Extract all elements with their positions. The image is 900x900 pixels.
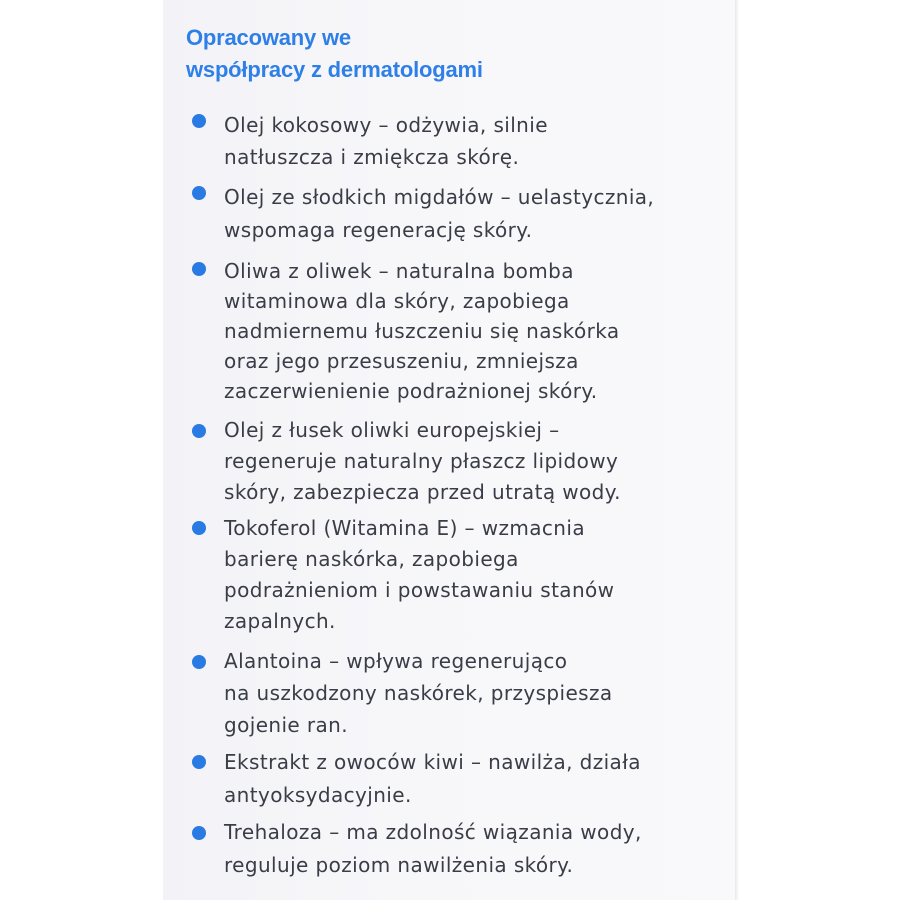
text-line: Olej kokosowy – odżywia, silnie [224,113,548,137]
ingredient-text [224,181,734,247]
bullet-dot-icon [192,186,206,200]
text-line: barierę naskórka, zapobiega [224,547,519,571]
bullet-dot-icon [192,655,206,669]
text-line: Olej ze słodkich migdałów – uelastycznia, [224,185,655,209]
text-line: wspomaga regenerację skóry. [224,218,533,242]
ingredient-text [224,415,734,508]
text-line: skóry, zabezpiecza przed utratą wody. [224,480,621,504]
text-line: antyoksydacyjnie. [224,783,412,807]
bullet-dot-icon [192,262,206,276]
text-line: gojenie ran. [224,713,348,737]
text-line: na uszkodzony naskórek, przyspiesza [224,681,613,705]
text-line: Oliwa z oliwek – naturalna bomba [224,259,574,283]
ingredient-text [224,256,734,406]
section-heading [186,22,483,86]
text-line: Trehaloza – ma zdolność wiązania wody, [224,820,642,844]
text-line: regeneruje naturalny płaszcz lipidowy [224,449,619,473]
bullet-dot-icon [192,755,206,769]
text-line: Alantoina – wpływa regenerująco [224,649,568,673]
bullet-dot-icon [192,114,206,128]
text-line: zapalnych. [224,609,336,633]
text-line: Tokoferol (Witamina E) – wzmacnia [224,516,585,540]
text-line: podrażnieniom i powstawaniu stanów [224,578,615,602]
heading-line: Opracowany we [186,25,351,50]
ingredient-text [224,746,734,812]
text-line: Olej z łusek oliwki europejskiej – [224,418,560,442]
ingredient-text [224,645,734,741]
ingredient-text [224,513,734,637]
text-line: witaminowa dla skóry, zapobiega [224,289,570,313]
text-line: zaczerwienienie podrażnionej skóry. [224,379,598,403]
ingredient-text [224,109,734,173]
text-line: oraz jego przesuszeniu, zmniejsza [224,349,579,373]
ingredient-text [224,816,734,882]
heading-line: współpracy z dermatologami [186,57,483,82]
text-line: nadmiernemu łuszczeniu się naskórka [224,319,620,343]
text-line: Ekstrakt z owoców kiwi – nawilża, działa [224,750,641,774]
bullet-dot-icon [192,826,206,840]
text-line: reguluje poziom nawilżenia skóry. [224,853,574,877]
panel-edge [735,0,739,900]
bullet-dot-icon [192,424,206,438]
bullet-dot-icon [192,521,206,535]
text-line: natłuszcza i zmiękcza skórę. [224,145,520,169]
